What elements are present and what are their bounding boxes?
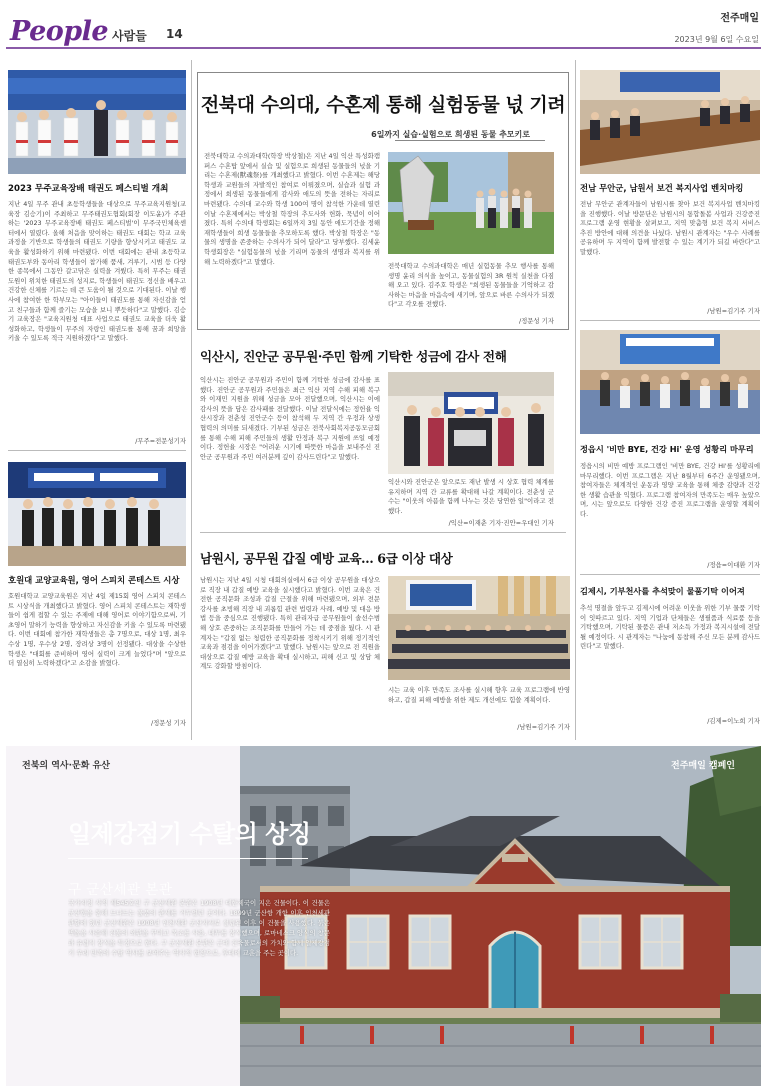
speech-contest-byline: /정문성 기자 — [150, 719, 186, 727]
lead-subheadline: 6일까지 실습·실험으로 희생된 동물 추모키로 — [371, 130, 530, 139]
divider — [580, 574, 760, 575]
speech-contest-body: 호원대학교 교양교육원은 지난 4일 제15회 영어 스피치 콘테스트 시상식을 개최했다고 밝혔다. 영어 스피치 콘테스트는 재학생들이 쉽게 접할 수 있는 주제에 대해 영어로 이야기함으로써, 기초영어 말하기 능력을 향상하고 자신감을 키울 수 있도록 마련됐다. 이번 대회에 참가한 재학생들은 총 7명으로, 대상 1명, 최우수상 1명, 우수상 2명, 장려상 3명이 선정됐다. 대상을 수상한 학생은 "대회를 준비하며 영어 실력이 크게 늘었다"며 "앞으로 더 열심히 노력하겠다"고 소감을 밝혔다. — [8, 592, 186, 668]
taekwondo-body: 지난 4일 무주 관내 초등학생들을 대상으로 무주교육지원청(교육장 김승기)이 주최하고 무주태권도협회(회장 이도윤)가 주관하는 '2023 무주교육장배 태권도 페스티벌'이 무주국민체육센터에서 열렸다. 올해 처음을 맞이하는 태권도 대회는 학교 교육과정을 기반으로 학생들의 태권도 기량을 향상시키고 태권도 교육을 활성화하기 위해 마련됐다. 이번 대회에는 관내 초등학교 태권도부와 동아리 학생들이 참가해 품새, 겨루기, 시범 등 다양한 종목에서 그동안 갈고닦은 실력을 겨뤘다. 특히 무주는 태권도원이 위치한 태권도의 성지로, 학생들이 태권도 정신을 배우고 건강한 신체를 기르는 데 큰 도움이 될 것으로 기대된다. 이날 행사에 참여한 한 학부모는 "아이들이 태권도를 통해 자신감을 얻고 친구들과 함께 즐기는 모습을 보니 뿌듯하다"고 말했다. 김승기 교육장은 "교육지원청 대표 사업으로 태권도 교육을 더욱 활성화하고, 학생들이 무주의 자랑인 태권도를 통해 꿈과 희망을 키울 수 있도록 적극 지원하겠다"고 말했다. — [8, 200, 186, 343]
campaign-body: 국가지정 사적 제545호인 구 군산세관 본관은 1908년 대한제국이 지은 건물이다. 이 건물은 군산항을 통해 드나드는 물품의 관세를 거두었던 곳이다. 1899년 군산항 개항 이후 인천세관 관할에 있던 군산세관은 1908년 인천세관 군산지서로 설립된 이후 이 건물을 사용했다. 붉은 벽돌을 사용해 건물의 외관을 꾸미고 목조를 사용, 내부를 장식했으며, 로마네스크 양식의 창문과 유럽식 장식을 특징으로 한다. 구 군산세관 본관은 근대 건축물로서의 가치와 함께 일제강점기 우리 민족의 수탈 역사를 보여주는 역사적 현장으로, 후대에 교훈을 주는 곳이다. — [68, 899, 330, 957]
lead-body-continued: 전북대학교 수의과대학은 매년 실험동물 추모 행사를 통해 생명 윤리 의식을 높이고, 동물실험의 3R 원칙 실천을 다짐해 오고 있다. 김주호 학생은 "희생된 동물들을 기억하고 감사하는 마음을 마음속에 새기며, 앞으로 바른 수의사가 되겠다"고 각오를 전했다. — [388, 262, 554, 309]
muan-headline: 전남 무안군, 남원서 보건 복지사업 벤치마킹 — [580, 183, 744, 193]
subhead-underline — [395, 140, 545, 141]
section-title: People — [10, 16, 109, 47]
muan-meeting-photo — [580, 70, 760, 174]
campaign-label: 전주매일 캠페인 — [671, 761, 735, 771]
campaign-subtitle: 구 군산세관 본관 — [68, 882, 173, 898]
jeongeup-byline: /정읍=이대환 기자 — [707, 561, 760, 569]
namwon-byline: /남원=김기주 기자 — [517, 723, 570, 731]
donation-photo — [388, 372, 554, 474]
muan-body: 전남 무안군 관계자들이 남원시를 찾아 보건 복지사업 벤치마킹을 진행했다. 이날 방문단은 남원시의 통합돌봄 사업과 건강증진 프로그램 운영 현황을 살펴보고, 지역 맞춤형 보건 복지 서비스 추진 방안에 대해 의견을 나눴다. 남원시 관계자는 "우수 사례를 공유하며 두 지역이 함께 발전할 수 있는 계기가 되길 바란다"고 말했다. — [580, 200, 760, 256]
divider — [580, 320, 760, 321]
iksan-body-continued: 익산시와 진안군은 앞으로도 재난 발생 시 상호 협력 체계를 유지하며 지역 간 교류를 확대해 나갈 계획이다. 전춘성 군수는 "이웃의 아픔을 함께 나누는 것은 당연한 일"이라고 전했다. — [388, 478, 554, 515]
column-divider — [575, 60, 576, 740]
exercise-class-photo — [580, 330, 760, 434]
lead-body: 전북대학교 수의과대학(학장 박상철)은 지난 4일 익산 특성화캠퍼스 수혼탑 앞에서 실습 및 실험으로 희생된 동물들의 넋을 기리는 수혼제(獸魂祭)를 개최했다고 밝혔다. 이번 수혼제는 해당 학생과 교원들의 자발적인 참여로 이뤄졌으며, 실습과 실험 과정에서 희생된 동물들에게 감사와 애도의 뜻을 전하는 자리로 마련됐다. 수의대 교수와 학생 100여 명이 참석한 가운데 열린 이날 수혼제에서는 박상철 학장의 추도사와 헌화, 묵념이 이어졌다. 특히 수의대 학생회는 6일까지 3일 동안 애도기간을 정해 재학생들이 희생 동물들을 추모하도록 했다. 박상철 학장은 "동물의 생명을 존중하는 수의사가 되어 달라"고 당부했다. 김세윤 학생회장은 "실험동물의 넋을 기리며 동물의 생명과 복지를 위해 노력하겠다"고 말했다. — [204, 152, 380, 266]
taekwondo-byline: /무주=전문성기자 — [135, 437, 186, 445]
divider — [8, 450, 186, 451]
taekwondo-headline: 2023 무주교육장배 태권도 페스티벌 개최 — [8, 184, 169, 194]
lead-headline: 전북대 수의대, 수혼제 통해 실험동물 넋 기려 — [200, 94, 566, 116]
speech-contest-photo — [8, 462, 186, 566]
title-underline — [68, 858, 308, 859]
memorial-ceremony-photo — [388, 152, 554, 254]
lead-byline: /정문성 기자 — [518, 317, 554, 325]
section-label: 사람들 — [112, 29, 147, 43]
column-divider — [191, 60, 192, 740]
heritage-campaign — [6, 746, 761, 1086]
taekwondo-photo — [8, 70, 186, 174]
training-session-photo — [388, 576, 570, 680]
namwon-body: 남원시는 지난 4일 시청 대회의실에서 6급 이상 공무원을 대상으로 직장 내 갑질 예방 교육을 실시했다고 밝혔다. 이번 교육은 건전한 공직문화 조성과 갑질 근절을 위해 마련됐으며, 외부 전문 강사를 초빙해 직장 내 괴롭힘 관련 법령과 사례, 예방 및 대응 방법 등을 중심으로 진행됐다. 특히 관리자급 공무원들이 솔선수범해 상호 존중하는 조직문화를 만들어 가는 데 중점을 뒀다. 시 관계자는 "갑질 없는 청렴한 공직문화를 정착시키기 위해 정기적인 교육과 점검을 이어가겠다"고 말했다. 남원시는 앞으로 전 직원을 대상으로 갑질 예방 교육을 확대 실시하고, 피해 신고 및 상담 체계도 강화할 방침이다. — [200, 576, 380, 671]
issue-date: 2023년 9월 6일 수요일 — [674, 35, 759, 44]
iksan-body: 익산시는 진안군 공무원과 주민이 함께 기탁한 성금에 감사를 표했다. 진안군 공무원과 주민들은 최근 익산 지역 수해 피해 복구와 이재민 지원을 위해 성금을 모아 전달했으며, 익산시는 이에 감사의 뜻을 담은 감사패를 전달했다. 이날 전달식에는 정헌율 익산시장과 전춘성 진안군수 등이 참석해 두 지역 간 우정과 상생 협력의 의미를 되새겼다. 기부된 성금은 전북사회복지공동모금회를 통해 수해 피해 주민들의 생활 안정과 복구 지원에 쓰일 예정이다. 정헌율 시장은 "어려운 시기에 따뜻한 마음을 보내주신 진안군 공무원과 주민 여러분께 깊이 감사드린다"고 말했다. — [200, 376, 380, 461]
kimje-headline: 김제시, 기부천사를 추석맞이 물품기탁 이어져 — [580, 586, 745, 596]
muan-byline: /남원=김기주 기자 — [707, 307, 760, 315]
campaign-title: 일제강점기 수탈의 상징 — [68, 819, 311, 848]
kimje-body: 추석 명절을 앞두고 김제시에 어려운 이웃을 위한 기부 물품 기탁이 잇따르고 있다. 지역 기업과 단체들은 생필품과 식료품 등을 기탁했으며, 기탁된 물품은 관내 저소득 가정과 복지시설에 전달될 예정이다. 시 관계자는 "나눔에 동참해 주신 모든 분께 감사드린다"고 말했다. — [580, 604, 760, 651]
divider — [200, 532, 566, 533]
jeongeup-body: 정읍시의 비만 예방 프로그램인 '비만 BYE, 건강 Hi'를 성황리에 마무리했다. 이번 프로그램은 지난 8월부터 6주간 운영됐으며, 참여자들은 체계적인 운동과 영양 교육을 통해 체중 감량과 건강한 생활 습관을 익혔다. 프로그램 참여자의 만족도는 매우 높았으며, 시는 앞으로도 다양한 건강 증진 프로그램을 운영할 계획이다. — [580, 462, 760, 518]
iksan-byline: /익산=이재춘 기자·진안=우대인 기자 — [448, 519, 554, 527]
speech-contest-headline: 호원대 교양교육원, 영어 스피치 콘테스트 시상 — [8, 575, 180, 585]
namwon-headline: 남원시, 공무원 갑질 예방 교육… 6급 이상 대상 — [200, 551, 453, 566]
namwon-body-continued: 시는 교육 이후 만족도 조사를 실시해 향후 교육 프로그램에 반영하고, 갑질 피해 예방을 위한 제도 개선에도 힘쓸 계획이다. — [388, 686, 570, 704]
kimje-byline: /김제=이노희 기자 — [707, 717, 760, 725]
iksan-headline: 익산시, 진안군 공무원·주민 함께 기탁한 성금에 감사 전해 — [200, 349, 507, 364]
page-number: 14 — [166, 27, 183, 41]
jeongeup-headline: 정읍시 '비만 BYE, 건강 Hi' 운영 성황리 마무리 — [580, 444, 754, 454]
header-divider — [6, 47, 761, 49]
newspaper-name: 전주매일 — [720, 13, 759, 24]
campaign-series: 전북의 역사·문화 유산 — [22, 761, 110, 771]
